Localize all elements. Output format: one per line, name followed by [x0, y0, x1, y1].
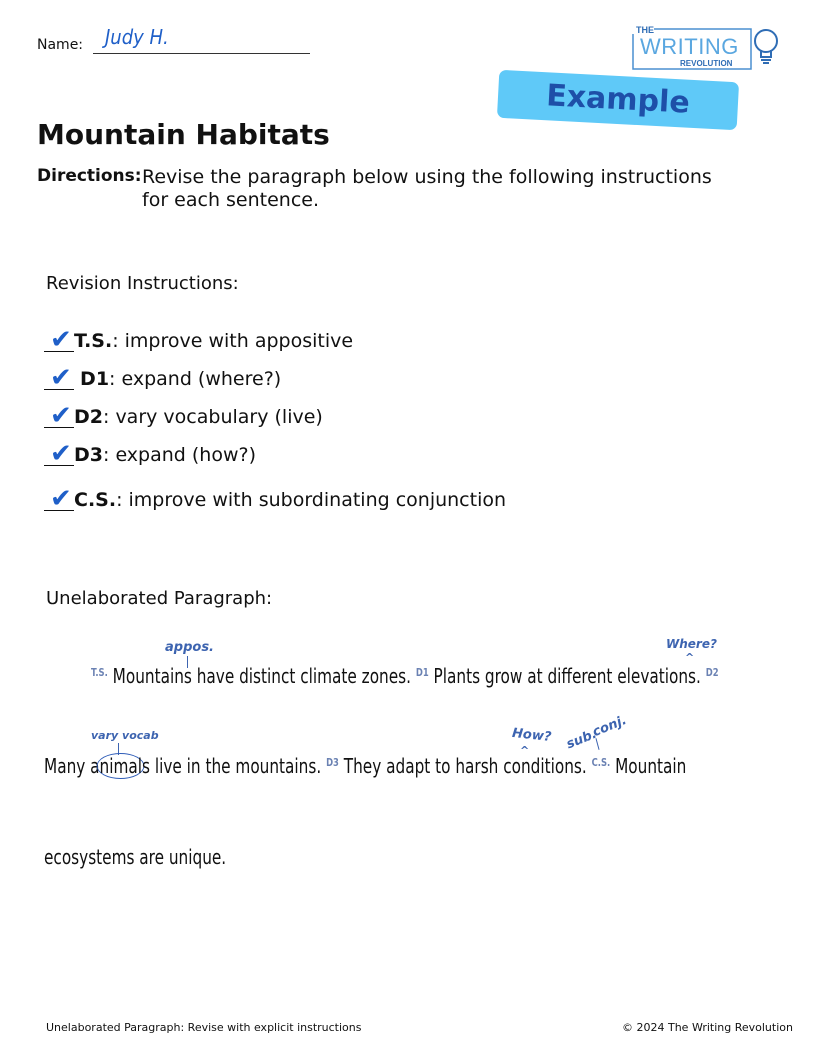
revision-text: : vary vocabulary (live) [103, 406, 323, 428]
caret-how: ^ [520, 744, 530, 757]
check-blank[interactable] [44, 484, 74, 514]
sentence-d3: They adapt to harsh conditions. [343, 754, 587, 778]
writing-revolution-logo [632, 24, 782, 72]
svg-text:REVOLUTION: REVOLUTION [680, 59, 733, 68]
example-badge [497, 70, 739, 130]
d3-tag: D3 [326, 756, 339, 769]
svg-text:THE: THE [636, 25, 654, 35]
footer-left: Unelaborated Paragraph: Revise with explicit instructions [46, 1021, 362, 1034]
sentence-ts-start: Mountain [112, 664, 184, 688]
sentence-cs-start: Mountain [615, 754, 687, 778]
annotation-conj: conj. [590, 712, 629, 741]
sentence-ts-end: s have distinct climate zones. [183, 664, 411, 688]
name-line[interactable] [93, 53, 310, 54]
annotation-how: How? [511, 725, 553, 746]
revision-item-d1 [44, 363, 282, 393]
revision-text: : expand (where?) [109, 368, 282, 390]
circled-word: nimal [97, 753, 145, 779]
revision-text: : improve with subordinating conjunction [116, 489, 507, 511]
annotation-vary-vocab: vary vocab [91, 729, 159, 742]
name-value: Judy H. [105, 25, 169, 49]
revision-tag: C.S. [74, 489, 117, 511]
footer-right: © 2024 The Writing Revolution [622, 1021, 793, 1034]
name-label: Name: [37, 37, 84, 53]
check-mark-icon: ✔ [50, 439, 72, 469]
paragraph-line-3: ecosystems are unique. [44, 845, 227, 869]
annotation-sub: sub. [564, 726, 599, 753]
revision-instructions-heading: Revision Instructions: [46, 273, 239, 294]
paragraph-heading: Unelaborated Paragraph: [46, 588, 273, 609]
directions-label: Directions: [37, 166, 142, 186]
caret-where: ^ [685, 651, 695, 664]
paragraph-line-1 [91, 664, 719, 688]
revision-item-ts [44, 325, 354, 355]
check-mark-icon: ✔ [50, 325, 72, 355]
revision-item-d3 [44, 439, 257, 469]
revision-text: : expand (how?) [103, 444, 257, 466]
example-badge-text: Example [545, 78, 691, 121]
ts-tag: T.S. [91, 666, 108, 679]
revision-item-cs [44, 484, 507, 514]
revision-text: : improve with appositive [112, 330, 354, 352]
annotation-appos: appos. [165, 640, 214, 655]
page-title: Mountain Habitats [37, 118, 330, 151]
cs-tag: C.S. [591, 756, 611, 769]
check-mark-icon: ✔ [50, 401, 72, 431]
check-blank[interactable] [44, 401, 74, 431]
check-mark-icon: ✔ [50, 363, 72, 393]
svg-text:WRITING: WRITING [640, 34, 739, 59]
lightbulb-icon [755, 30, 777, 63]
d2-tag: D2 [705, 666, 719, 679]
revision-tag: T.S. [74, 330, 113, 352]
paragraph-line-2 [44, 754, 686, 778]
annotation-where: Where? [666, 637, 717, 651]
check-mark-icon: ✔ [50, 484, 72, 514]
d1-tag: D1 [415, 666, 429, 679]
revision-item-d2 [44, 401, 323, 431]
check-blank[interactable] [44, 363, 74, 393]
check-blank[interactable] [44, 439, 74, 469]
revision-tag: D3 [74, 444, 103, 466]
sentence-d2-start: Many a [44, 754, 100, 778]
revision-tag: D2 [74, 406, 103, 428]
sentence-d2-end: s live in the mountains. [142, 754, 322, 778]
sentence-d1: Plants grow at different elevations. [433, 664, 701, 688]
revision-tag: D1 [80, 368, 110, 390]
directions-text: Revise the paragraph below using the following instructions for each sentence. [142, 166, 712, 211]
check-blank[interactable] [44, 325, 74, 355]
